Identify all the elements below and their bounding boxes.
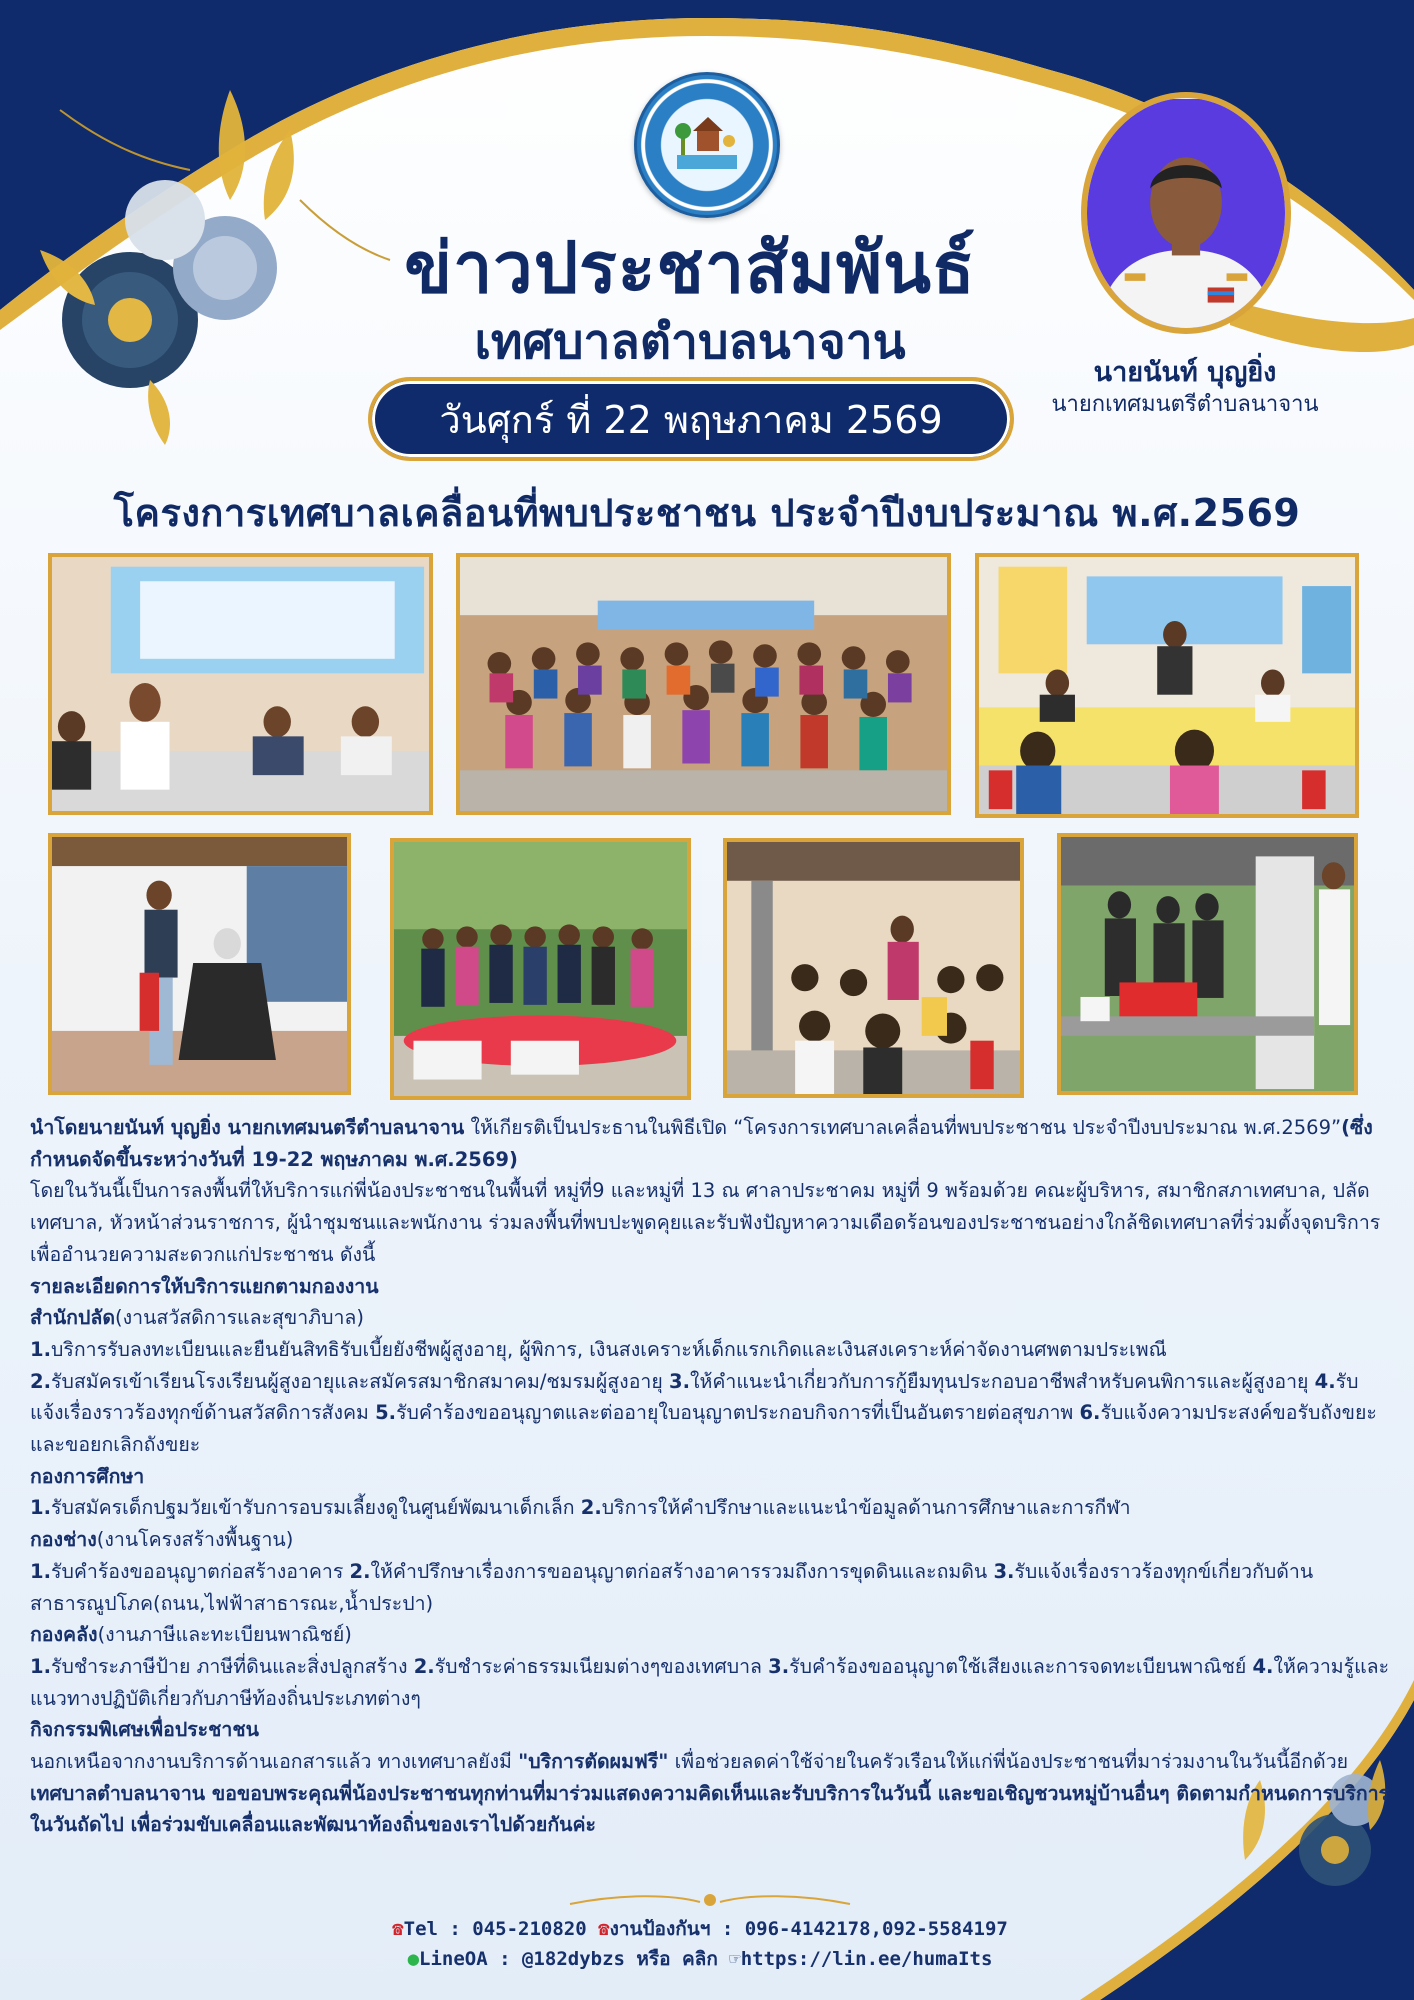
section-sub: (งานสวัสดิการและสุขาภิบาล) xyxy=(114,1306,364,1330)
item-number: 1. xyxy=(30,1337,51,1361)
phone-row xyxy=(250,1914,1150,1944)
item-number: 2. xyxy=(413,1654,435,1678)
item-number: 3. xyxy=(993,1559,1015,1583)
photo-haircut-icon xyxy=(52,837,347,1091)
item-text: รับชำระภาษีป้าย ภาษีที่ดินและสิ่งปลูกสร้าง xyxy=(50,1654,414,1678)
photo-haircut xyxy=(48,833,351,1095)
item-number: 4. xyxy=(1314,1369,1336,1393)
article-body xyxy=(30,1112,1390,1841)
section-name: สำนักปลัด xyxy=(30,1306,115,1330)
intro-lead: นำโดยนายนันท์ บุญยิ่ง นายกเทศมนตรีตำบลนาจาน xyxy=(30,1116,465,1139)
intro-period: (ซึ่งกำหนดจัดขึ้นระหว่างวันที่ 19-22 พฤษภาคม พ.ศ.2569) xyxy=(30,1116,1373,1171)
mayor-name: นายนันท์ บุญยิ่ง xyxy=(1093,357,1277,388)
item-number: 2. xyxy=(580,1496,602,1520)
photo-audience xyxy=(723,838,1024,1098)
special-highlight: "บริการตัดผมฟรี" xyxy=(518,1750,669,1774)
item-number: 2. xyxy=(30,1369,51,1393)
photo-speaker-icon xyxy=(52,557,429,811)
item-number: 1. xyxy=(30,1559,51,1583)
section-name: กองการศึกษา xyxy=(30,1464,145,1488)
phone-icon: ☎ xyxy=(392,1918,404,1940)
item-text: ให้คำแนะนำเกี่ยวกับการกู้ยืมทุนประกอบอาชีพสำหรับคนพิการและผู้สูงอายุ xyxy=(689,1369,1315,1393)
item-text: รับสมัครเด็กปฐมวัยเข้ารับการอบรมเลี้ยงดูในศูนย์พัฒนาเด็กเล็ก xyxy=(50,1496,581,1520)
date-badge xyxy=(368,377,1014,461)
item-number: 1. xyxy=(30,1496,51,1520)
section-sub: (งานภาษีและทะเบียนพาณิชย์) xyxy=(97,1623,352,1647)
item-text: ให้ความรู้และแนวทางปฏิบัติเกี่ยวกับภาษีท้องถิ่นประเภทต่างๆ xyxy=(30,1654,1390,1710)
section-sub: (งานโครงสร้างพื้นฐาน) xyxy=(96,1528,294,1552)
item-text: รับสมัครเข้าเรียนโรงเรียนผู้สูงอายุและสมัครสมาชิกสมาคม/ชมรมผู้สูงอายุ xyxy=(50,1369,669,1393)
section-items xyxy=(30,1651,1390,1714)
special-pre: นอกเหนือจากงานบริการด้านเอกสารแล้ว ทางเทศบาลยังมี xyxy=(30,1750,519,1774)
special-paragraph xyxy=(30,1746,1390,1778)
pointer-icon: ☞ xyxy=(729,1948,741,1970)
line-row xyxy=(250,1944,1150,1974)
item-number: 2. xyxy=(349,1559,371,1583)
photo-crowd-icon xyxy=(460,557,947,811)
item-text: รับคำร้องขออนุญาตใช้เสียงและการจดทะเบียนพาณิชย์ xyxy=(789,1654,1253,1678)
photo-meeting-icon xyxy=(979,557,1355,814)
line-text: LineOA : @182dybzs หรือ คลิก xyxy=(419,1948,718,1970)
item-number: 6. xyxy=(1079,1401,1101,1425)
project-title: โครงการเทศบาลเคลื่อนที่พบประชาชน ประจำปีงบประมาณ พ.ศ.2569 xyxy=(113,491,1301,535)
photo-audience-icon xyxy=(727,842,1020,1094)
item-number: 4. xyxy=(1252,1654,1274,1678)
photo-crowd xyxy=(456,553,951,815)
special-post: เพื่อช่วยลดค่าใช้จ่ายในครัวเรือนให้แก่พี่น้องประชาชนที่มาร่วมงานในวันนี้อีกด้วย xyxy=(668,1750,1349,1774)
intro-paragraph xyxy=(30,1112,1390,1175)
photo-group-icon xyxy=(394,842,687,1096)
intro-text: ให้เกียรติเป็นประธานในพิธีเปิด “โครงการเทศบาลเคลื่อนที่พบประชาชน ประจำปีงบประมาณ พ.ศ.2569” xyxy=(464,1116,1342,1139)
item-number: 5. xyxy=(375,1401,397,1425)
item-text: รับแจ้งเรื่องราวร้องทุกข์เกี่ยวกับด้านสาธารณูปโภค(ถนน,ไฟฟ้าสาธารณะ,น้ำประปา) xyxy=(30,1559,1314,1615)
section-heading xyxy=(30,1524,1390,1556)
section-heading xyxy=(30,1461,1390,1493)
municipality-seal-icon xyxy=(667,105,747,185)
mayor-position: นายกเทศมนตรีตำบลนาจาน xyxy=(1051,392,1319,417)
closing-paragraph: เทศบาลตำบลนาจาน ขอขอบพระคุณพี่น้องประชาชนทุกท่านที่มาร่วมแสดงความคิดเห็นและรับบริการในวันนี้ และขอเชิญชวนหมู่บ้านอื่นๆ ติดตามกำหนดการบริการในวันถัดไป เพื่อร่วมขับเคลื่อนและพัฒนาท้องถิ่นของเราไปด้วยกันค่ะ xyxy=(30,1781,1390,1837)
item-number: 3. xyxy=(768,1654,790,1678)
item-text: รับคำร้องขออนุญาตก่อสร้างอาคาร xyxy=(50,1559,350,1583)
photo-group xyxy=(390,838,691,1100)
section-items xyxy=(30,1492,1390,1524)
item-text: รับแจ้งเรื่องราวร้องทุกข์ด้านสวัสดิการสังคม xyxy=(30,1369,1359,1425)
portrait-icon xyxy=(1087,98,1285,328)
item-text: รับชำระค่าธรรมเนียมต่างๆของเทศบาล xyxy=(434,1654,769,1678)
phone-icon: ☎ xyxy=(598,1918,610,1940)
section-heading xyxy=(30,1302,1390,1334)
contact-footer xyxy=(250,1914,1150,1974)
item-text: ให้คำปรึกษาเรื่องการขออนุญาตก่อสร้างอาคารรวมถึงการขุดดินและถมดิน xyxy=(370,1559,994,1583)
section-items xyxy=(30,1334,1390,1461)
mayor-portrait xyxy=(1081,92,1291,334)
details-heading: รายละเอียดการให้บริการแยกตามกองงาน xyxy=(30,1274,379,1298)
municipality-logo xyxy=(634,72,780,218)
section-name: กองคลัง xyxy=(30,1623,98,1647)
photo-service-table xyxy=(1057,833,1358,1095)
item-text: รับแจ้งความประสงค์ขอรับถังขยะและขอยกเลิกถังขยะ xyxy=(30,1401,1377,1457)
intro-detail: โดยในวันนี้เป็นการลงพื้นที่ให้บริการแก่พี่น้องประชาชนในพื้นที่ หมู่ที่9 และหมู่ที่ 13 ณ ศาลาประชาคม หมู่ที่ 9 พร้อมด้วย คณะผู้บริหาร, สมาชิกสภาเทศบาล, ปลัดเทศบาล, หัวหน้าส่วนราชการ, ผู้นำชุมชนและพนักงาน ร่วมลงพื้นที่พบปะพูดคุยและรับฟังปัญหาความเดือดร้อนของประชาชนอย่างใกล้ชิดเทศบาลที่ร่วมตั้งจุดบริการเพื่ออำนวยความสะดวกแก่ประชาชน ดังนี้ xyxy=(30,1179,1381,1266)
line-link[interactable]: https://lin.ee/humaIts xyxy=(740,1948,993,1970)
section-items xyxy=(30,1556,1390,1619)
tel-text: Tel : 045-210820 xyxy=(403,1918,587,1940)
line-icon: ● xyxy=(407,1948,420,1970)
special-heading: กิจกรรมพิเศษเพื่อประชาชน xyxy=(30,1718,259,1742)
page-subtitle: เทศบาลตำบลนาจาน xyxy=(474,314,906,370)
item-number: 3. xyxy=(669,1369,690,1393)
photo-service-table-icon xyxy=(1061,837,1354,1091)
date-text: วันศุกร์ ที่ 22 พฤษภาคม 2569 xyxy=(439,397,943,442)
item-number: 1. xyxy=(30,1654,51,1678)
page-title: ข่าวประชาสัมพันธ์ xyxy=(404,227,976,309)
photo-meeting xyxy=(975,553,1359,818)
item-text: บริการรับลงทะเบียนและยืนยันสิทธิรับเบี้ยยังชีพผู้สูงอายุ, ผู้พิการ, เงินสงเคราะห์เด็กแรกเกิดและเงินสงเคราะห์ค่าจัดงานศพตามประเพณี xyxy=(50,1337,1167,1361)
section-heading xyxy=(30,1619,1390,1651)
section-name: กองช่าง xyxy=(30,1528,97,1552)
divider-ornament xyxy=(560,1890,860,1912)
guard-text: งานป้องกันฯ : 096-4142178,092-5584197 xyxy=(609,1918,1008,1940)
photo-speaker xyxy=(48,553,433,815)
item-text: รับคำร้องขออนุญาตและต่ออายุใบอนุญาตประกอบกิจการที่เป็นอันตรายต่อสุขภาพ xyxy=(396,1401,1080,1425)
item-text: บริการให้คำปรึกษาและแนะนำข้อมูลด้านการศึกษาและการกีฬา xyxy=(601,1496,1131,1520)
